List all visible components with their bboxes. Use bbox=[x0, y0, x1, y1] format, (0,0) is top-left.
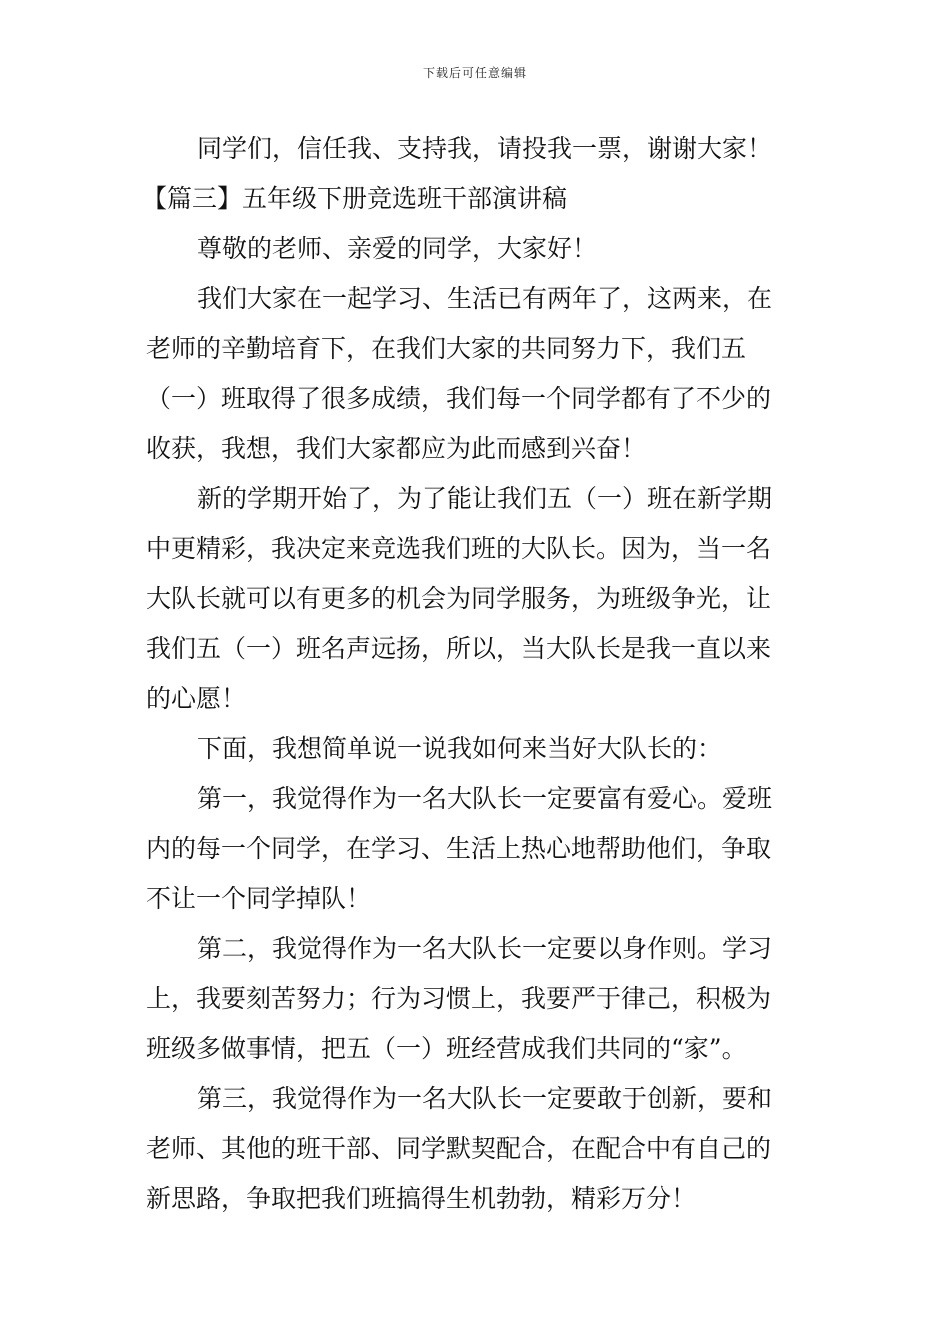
paragraph-line: 内的每一个同学，在学习、生活上热心地帮助他们，争取 bbox=[146, 834, 772, 863]
paragraph-line: 下面，我想简单说一说我如何来当好大队长的： bbox=[197, 734, 723, 763]
paragraph-line: 新思路，争取把我们班搞得生机勃勃，精彩万分！ bbox=[146, 1184, 697, 1213]
paragraph-line: 老师的辛勤培育下，在我们大家的共同努力下，我们五 bbox=[146, 334, 747, 363]
page-header: 下载后可任意编辑 bbox=[422, 66, 527, 80]
paragraph-line: 新的学期开始了，为了能让我们五（一）班在新学期 bbox=[197, 484, 773, 513]
paragraph-line: 我们大家在一起学习、生活已有两年了，这两来，在 bbox=[197, 284, 773, 313]
paragraph-line: 我们五（一）班名声远扬，所以，当大队长是我一直以来 bbox=[146, 634, 772, 663]
paragraph-line: 老师、其他的班干部、同学默契配合，在配合中有自己的 bbox=[146, 1134, 772, 1163]
paragraph-line: 收获，我想，我们大家都应为此而感到兴奋！ bbox=[146, 434, 647, 463]
paragraph-line: 中更精彩，我决定来竞选我们班的大队长。因为，当一名 bbox=[146, 534, 772, 563]
paragraph-line: 同学们，信任我、支持我，请投我一票，谢谢大家！ bbox=[197, 134, 773, 163]
paragraph-line: 第一，我觉得作为一名大队长一定要富有爱心。爱班 bbox=[197, 784, 773, 813]
paragraph-line: 班级多做事情，把五（一）班经营成我们共同的“家”。 bbox=[146, 1034, 747, 1063]
paragraph-line: 第三，我觉得作为一名大队长一定要敢于创新，要和 bbox=[197, 1084, 773, 1113]
paragraph-line: 不让一个同学掉队！ bbox=[146, 884, 372, 913]
paragraph-line: （一）班取得了很多成绩，我们每一个同学都有了不少的 bbox=[146, 384, 772, 413]
paragraph-line: 大队长就可以有更多的机会为同学服务，为班级争光，让 bbox=[146, 584, 772, 613]
paragraph-line: 的心愿！ bbox=[146, 684, 247, 713]
document-body bbox=[142, 124, 810, 1224]
paragraph-line: 上，我要刻苦努力；行为习惯上，我要严于律己，积极为 bbox=[146, 984, 772, 1013]
section-heading: 【篇三】五年级下册竞选班干部演讲稿 bbox=[142, 184, 568, 213]
paragraph-line: 尊敬的老师、亲爱的同学，大家好！ bbox=[197, 234, 598, 263]
paragraph-line: 第二，我觉得作为一名大队长一定要以身作则。学习 bbox=[197, 934, 773, 963]
